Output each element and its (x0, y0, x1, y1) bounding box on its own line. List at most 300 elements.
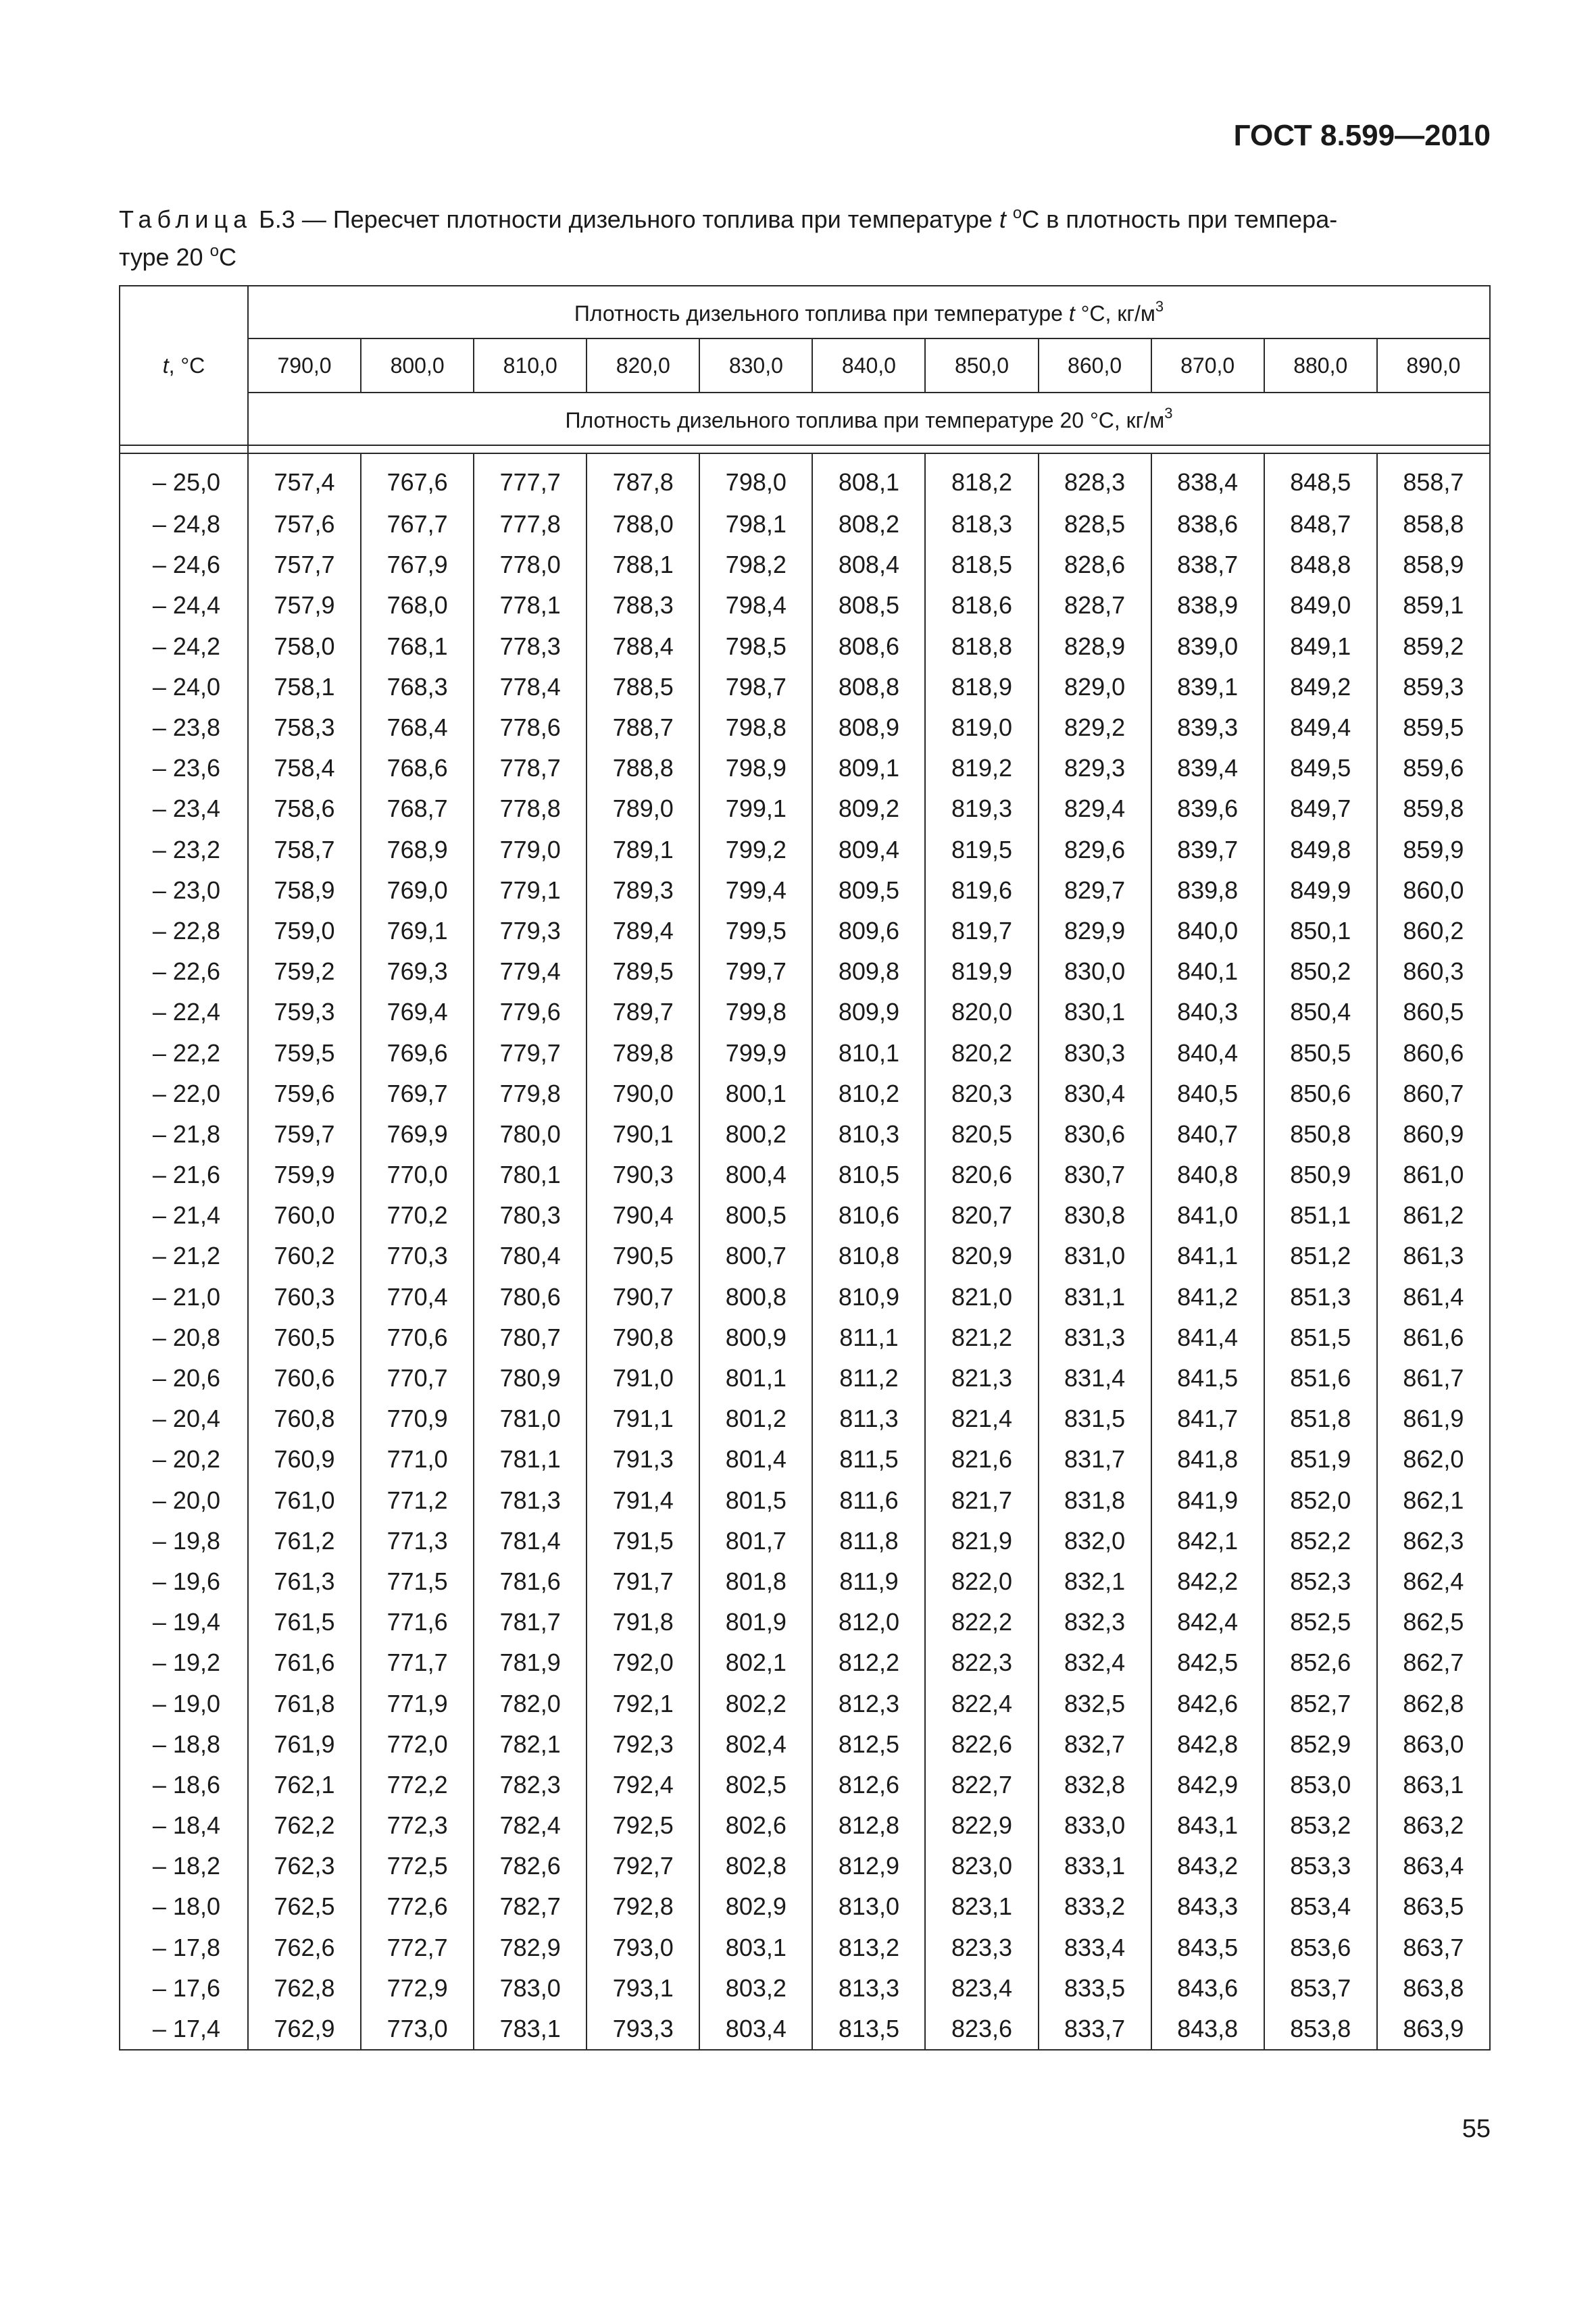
density-cell: 831,5 (1039, 1399, 1151, 1439)
density-cell: 769,4 (361, 992, 474, 1032)
density-cell: 758,7 (248, 830, 361, 870)
density-cell: 770,4 (361, 1277, 474, 1317)
density-cell: 781,1 (474, 1439, 587, 1480)
density-cell: 848,5 (1264, 453, 1377, 504)
density-cell: 841,4 (1151, 1317, 1264, 1358)
density-cell: 859,6 (1377, 748, 1490, 788)
density-cell: 863,1 (1377, 1765, 1490, 1805)
caption-text-3: туре 20 (119, 243, 210, 271)
table-row (120, 1074, 1490, 1114)
density-cell: 798,8 (699, 707, 812, 748)
table-row (120, 1521, 1490, 1561)
density-cell: 829,0 (1039, 667, 1151, 707)
density-cell: 801,1 (699, 1358, 812, 1399)
density-cell: 819,9 (925, 951, 1038, 992)
density-cell: 853,6 (1264, 1928, 1377, 1968)
density-cell: 782,6 (474, 1846, 587, 1886)
density-cell: 793,3 (587, 2009, 699, 2050)
temperature-cell: – 23,8 (120, 707, 248, 748)
density-cell: 809,9 (812, 992, 925, 1032)
density-cell: 800,9 (699, 1317, 812, 1358)
density-cell: 821,0 (925, 1277, 1038, 1317)
caption-degree-2: о (209, 242, 219, 260)
density-cell: 859,1 (1377, 585, 1490, 626)
density-cell: 798,2 (699, 545, 812, 585)
density-cell: 832,1 (1039, 1561, 1151, 1602)
density-cell: 767,6 (361, 453, 474, 504)
density-cell: 780,7 (474, 1317, 587, 1358)
density-cell: 811,2 (812, 1358, 925, 1399)
density-cell: 809,1 (812, 748, 925, 788)
density-cell: 772,7 (361, 1928, 474, 1968)
density-cell: 803,2 (699, 1968, 812, 2009)
density-cell: 821,2 (925, 1317, 1038, 1358)
density-cell: 769,6 (361, 1032, 474, 1073)
density-cell: 851,9 (1264, 1439, 1377, 1480)
density-cell: 800,1 (699, 1074, 812, 1114)
density-cell: 779,7 (474, 1032, 587, 1073)
density-cell: 853,2 (1264, 1805, 1377, 1846)
density-cell: 859,9 (1377, 830, 1490, 870)
temperature-cell: – 20,6 (120, 1358, 248, 1399)
temperature-cell: – 23,0 (120, 870, 248, 911)
density-cell: 832,3 (1039, 1602, 1151, 1642)
density-cell: 758,4 (248, 748, 361, 788)
density-cell: 772,2 (361, 1765, 474, 1805)
density-cell: 781,7 (474, 1602, 587, 1642)
table-row (120, 453, 1490, 504)
density-cell: 858,8 (1377, 504, 1490, 545)
density-cell: 799,1 (699, 788, 812, 829)
temperature-cell: – 23,4 (120, 788, 248, 829)
caption-text-4: С (218, 243, 236, 271)
density-cell: 811,1 (812, 1317, 925, 1358)
density-cell: 798,9 (699, 748, 812, 788)
density-cell: 793,1 (587, 1968, 699, 2009)
temperature-cell: – 17,8 (120, 1928, 248, 1968)
density-cell: 759,3 (248, 992, 361, 1032)
density-column-header: 830,0 (699, 338, 812, 393)
density-cell: 829,4 (1039, 788, 1151, 829)
density-cell: 822,4 (925, 1683, 1038, 1724)
density-cell: 843,3 (1151, 1886, 1264, 1927)
density-cell: 843,8 (1151, 2009, 1264, 2050)
density-cell: 781,0 (474, 1399, 587, 1439)
caption-degree-1: о (1012, 204, 1022, 222)
density-cell: 771,6 (361, 1602, 474, 1642)
density-at-t-header: Плотность дизельного топлива при температуре t °С, $кг/м^3$ (248, 286, 1490, 338)
temperature-cell: – 21,6 (120, 1155, 248, 1195)
temperature-cell: – 21,0 (120, 1277, 248, 1317)
density-cell: 759,2 (248, 951, 361, 992)
density-cell: 821,6 (925, 1439, 1038, 1480)
density-cell: 772,6 (361, 1886, 474, 1927)
table-row (120, 1846, 1490, 1886)
density-cell: 862,3 (1377, 1521, 1490, 1561)
density-cell: 821,3 (925, 1358, 1038, 1399)
density-cell: 858,9 (1377, 545, 1490, 585)
density-cell: 782,4 (474, 1805, 587, 1846)
density-cell: 839,0 (1151, 626, 1264, 667)
density-cell: 853,7 (1264, 1968, 1377, 2009)
density-cell: 770,7 (361, 1358, 474, 1399)
density-cell: 861,2 (1377, 1195, 1490, 1236)
density-cell: 760,3 (248, 1277, 361, 1317)
table-row (120, 1317, 1490, 1358)
density-cell: 757,4 (248, 453, 361, 504)
density-cell: 768,7 (361, 788, 474, 829)
density-cell: 833,1 (1039, 1846, 1151, 1886)
density-cell: 840,8 (1151, 1155, 1264, 1195)
density-cell: 863,7 (1377, 1928, 1490, 1968)
density-cell: 771,3 (361, 1521, 474, 1561)
density-cell: 811,5 (812, 1439, 925, 1480)
caption-label: Таблица (119, 205, 253, 233)
density-cell: 767,9 (361, 545, 474, 585)
density-cell: 833,4 (1039, 1928, 1151, 1968)
density-cell: 812,0 (812, 1602, 925, 1642)
table-row (120, 1928, 1490, 1968)
density-cell: 842,2 (1151, 1561, 1264, 1602)
density-cell: 802,8 (699, 1846, 812, 1886)
density-cell: 840,3 (1151, 992, 1264, 1032)
density-cell: 818,6 (925, 585, 1038, 626)
density-cell: 820,2 (925, 1032, 1038, 1073)
temperature-cell: – 21,8 (120, 1114, 248, 1155)
density-cell: 787,8 (587, 453, 699, 504)
density-cell: 818,3 (925, 504, 1038, 545)
density-cell: 828,3 (1039, 453, 1151, 504)
density-cell: 848,8 (1264, 545, 1377, 585)
temperature-cell: – 18,6 (120, 1765, 248, 1805)
table-row (120, 1439, 1490, 1480)
density-cell: 830,7 (1039, 1155, 1151, 1195)
density-cell: 771,5 (361, 1561, 474, 1602)
density-cell: 808,5 (812, 585, 925, 626)
density-cell: 782,3 (474, 1765, 587, 1805)
density-cell: 820,3 (925, 1074, 1038, 1114)
density-cell: 758,6 (248, 788, 361, 829)
table-row (120, 1480, 1490, 1521)
density-cell: 840,5 (1151, 1074, 1264, 1114)
density-cell: 779,8 (474, 1074, 587, 1114)
density-cell: 813,5 (812, 2009, 925, 2050)
density-cell: 831,3 (1039, 1317, 1151, 1358)
density-cell: 851,6 (1264, 1358, 1377, 1399)
density-cell: 838,6 (1151, 504, 1264, 545)
table-row (120, 626, 1490, 667)
table-row (120, 788, 1490, 829)
density-cell: 863,2 (1377, 1805, 1490, 1846)
density-cell: 762,1 (248, 1765, 361, 1805)
density-cell: 842,4 (1151, 1602, 1264, 1642)
density-cell: 841,0 (1151, 1195, 1264, 1236)
density-cell: 761,6 (248, 1642, 361, 1683)
density-cell: 829,3 (1039, 748, 1151, 788)
density-cell: 830,3 (1039, 1032, 1151, 1073)
density-cell: 800,4 (699, 1155, 812, 1195)
density-cell: 860,3 (1377, 951, 1490, 992)
density-cell: 859,5 (1377, 707, 1490, 748)
density-cell: 799,9 (699, 1032, 812, 1073)
density-table-wrapper (119, 285, 1491, 2051)
density-cell: 850,9 (1264, 1155, 1377, 1195)
density-cell: 791,4 (587, 1480, 699, 1521)
density-cell: 790,5 (587, 1236, 699, 1276)
density-cell: 822,3 (925, 1642, 1038, 1683)
density-cell: 771,2 (361, 1480, 474, 1521)
density-cell: 822,2 (925, 1602, 1038, 1642)
density-cell: 838,4 (1151, 453, 1264, 504)
temperature-cell: – 17,6 (120, 1968, 248, 2009)
density-cell: 810,2 (812, 1074, 925, 1114)
density-cell: 813,0 (812, 1886, 925, 1927)
density-cell: 798,0 (699, 453, 812, 504)
temperature-cell: – 24,0 (120, 667, 248, 707)
density-cell: 832,8 (1039, 1765, 1151, 1805)
table-row (120, 1765, 1490, 1805)
density-cell: 789,5 (587, 951, 699, 992)
density-cell: 821,4 (925, 1399, 1038, 1439)
temperature-cell: – 20,2 (120, 1439, 248, 1480)
table-row (120, 1968, 1490, 2009)
density-cell: 768,9 (361, 830, 474, 870)
density-cell: 859,8 (1377, 788, 1490, 829)
density-cell: 762,8 (248, 1968, 361, 2009)
density-cell: 849,4 (1264, 707, 1377, 748)
density-cell: 820,7 (925, 1195, 1038, 1236)
density-cell: 839,8 (1151, 870, 1264, 911)
density-cell: 780,9 (474, 1358, 587, 1399)
density-cell: 819,5 (925, 830, 1038, 870)
density-cell: 778,6 (474, 707, 587, 748)
density-cell: 820,0 (925, 992, 1038, 1032)
density-cell: 783,1 (474, 2009, 587, 2050)
table-row (120, 1277, 1490, 1317)
temperature-cell: – 22,0 (120, 1074, 248, 1114)
density-cell: 789,8 (587, 1032, 699, 1073)
density-cell: 761,9 (248, 1724, 361, 1765)
density-cell: 801,9 (699, 1602, 812, 1642)
density-cell: 851,2 (1264, 1236, 1377, 1276)
density-cell: 779,1 (474, 870, 587, 911)
density-cell: 831,8 (1039, 1480, 1151, 1521)
density-cell: 761,3 (248, 1561, 361, 1602)
density-cell: 810,1 (812, 1032, 925, 1073)
density-cell: 762,2 (248, 1805, 361, 1846)
density-cell: 770,9 (361, 1399, 474, 1439)
density-column-header: 880,0 (1264, 338, 1377, 393)
density-cell: 801,7 (699, 1521, 812, 1561)
density-cell: 778,0 (474, 545, 587, 585)
density-cell: 769,0 (361, 870, 474, 911)
density-cell: 790,7 (587, 1277, 699, 1317)
density-cell: 862,1 (1377, 1480, 1490, 1521)
density-cell: 862,4 (1377, 1561, 1490, 1602)
density-cell: 809,2 (812, 788, 925, 829)
density-cell: 852,5 (1264, 1602, 1377, 1642)
density-cell: 820,9 (925, 1236, 1038, 1276)
density-cell: 848,7 (1264, 504, 1377, 545)
table-row (120, 911, 1490, 951)
density-cell: 853,3 (1264, 1846, 1377, 1886)
density-cell: 862,5 (1377, 1602, 1490, 1642)
density-cell: 822,9 (925, 1805, 1038, 1846)
density-cell: 843,1 (1151, 1805, 1264, 1846)
density-cell: 830,4 (1039, 1074, 1151, 1114)
density-cell: 768,4 (361, 707, 474, 748)
density-cell: 802,9 (699, 1886, 812, 1927)
density-cell: 840,1 (1151, 951, 1264, 992)
density-cell: 852,9 (1264, 1724, 1377, 1765)
density-cell: 778,1 (474, 585, 587, 626)
density-cell: 792,8 (587, 1886, 699, 1927)
table-row (120, 748, 1490, 788)
density-cell: 859,3 (1377, 667, 1490, 707)
density-cell: 777,8 (474, 504, 587, 545)
density-cell: 841,2 (1151, 1277, 1264, 1317)
density-cell: 811,8 (812, 1521, 925, 1561)
table-row (120, 1114, 1490, 1155)
density-cell: 783,0 (474, 1968, 587, 2009)
density-cell: 850,8 (1264, 1114, 1377, 1155)
density-cell: 768,6 (361, 748, 474, 788)
density-cell: 862,7 (1377, 1642, 1490, 1683)
density-cell: 811,6 (812, 1480, 925, 1521)
density-cell: 812,2 (812, 1642, 925, 1683)
density-table-body (120, 453, 1490, 2050)
density-column-header: 800,0 (361, 338, 474, 393)
density-cell: 769,1 (361, 911, 474, 951)
density-cell: 762,9 (248, 2009, 361, 2050)
density-cell: 771,0 (361, 1439, 474, 1480)
temperature-cell: – 20,4 (120, 1399, 248, 1439)
density-cell: 851,8 (1264, 1399, 1377, 1439)
density-cell: 757,7 (248, 545, 361, 585)
density-cell: 808,2 (812, 504, 925, 545)
density-cell: 861,3 (1377, 1236, 1490, 1276)
density-conversion-table (119, 285, 1491, 2051)
density-cell: 779,3 (474, 911, 587, 951)
density-cell: 798,4 (699, 585, 812, 626)
density-cell: 820,6 (925, 1155, 1038, 1195)
density-cell: 779,6 (474, 992, 587, 1032)
density-cell: 850,6 (1264, 1074, 1377, 1114)
density-cell: 779,4 (474, 951, 587, 992)
density-cell: 769,7 (361, 1074, 474, 1114)
density-cell: 792,5 (587, 1805, 699, 1846)
density-cell: 833,7 (1039, 2009, 1151, 2050)
density-cell: 761,5 (248, 1602, 361, 1642)
density-cell: 778,8 (474, 788, 587, 829)
density-cell: 863,8 (1377, 1968, 1490, 2009)
density-cell: 802,2 (699, 1683, 812, 1724)
density-cell: 838,9 (1151, 585, 1264, 626)
density-cell: 810,5 (812, 1155, 925, 1195)
density-column-header: 850,0 (925, 338, 1038, 393)
caption-number: Б.3 (259, 205, 295, 233)
table-row (120, 1724, 1490, 1765)
temperature-cell: – 24,2 (120, 626, 248, 667)
density-cell: 793,0 (587, 1928, 699, 1968)
density-cell: 840,4 (1151, 1032, 1264, 1073)
density-cell: 841,1 (1151, 1236, 1264, 1276)
density-cell: 859,2 (1377, 626, 1490, 667)
density-cell: 761,2 (248, 1521, 361, 1561)
density-cell: 840,7 (1151, 1114, 1264, 1155)
density-cell: 778,3 (474, 626, 587, 667)
temperature-cell: – 20,0 (120, 1480, 248, 1521)
density-cell: 788,8 (587, 748, 699, 788)
density-cell: 760,6 (248, 1358, 361, 1399)
temperature-cell: – 24,4 (120, 585, 248, 626)
density-cell: 852,2 (1264, 1521, 1377, 1561)
density-cell: 809,4 (812, 830, 925, 870)
density-cell: 850,5 (1264, 1032, 1377, 1073)
density-cell: 829,7 (1039, 870, 1151, 911)
density-cell: 853,0 (1264, 1765, 1377, 1805)
density-column-header: 810,0 (474, 338, 587, 393)
density-cell: 769,3 (361, 951, 474, 992)
density-cell: 758,9 (248, 870, 361, 911)
density-cell: 772,9 (361, 1968, 474, 2009)
density-cell: 860,9 (1377, 1114, 1490, 1155)
density-cell: 828,7 (1039, 585, 1151, 626)
density-cell: 842,5 (1151, 1642, 1264, 1683)
density-cell: 809,8 (812, 951, 925, 992)
density-cell: 790,4 (587, 1195, 699, 1236)
density-cell: 780,0 (474, 1114, 587, 1155)
density-cell: 788,1 (587, 545, 699, 585)
table-row (120, 1358, 1490, 1399)
density-cell: 829,9 (1039, 911, 1151, 951)
density-cell: 830,1 (1039, 992, 1151, 1032)
density-cell: 778,4 (474, 667, 587, 707)
density-cell: 823,6 (925, 2009, 1038, 2050)
density-cell: 861,7 (1377, 1358, 1490, 1399)
table-row (120, 1602, 1490, 1642)
density-cell: 860,2 (1377, 911, 1490, 951)
density-cell: 813,3 (812, 1968, 925, 2009)
temperature-cell: – 22,8 (120, 911, 248, 951)
density-cell: 762,3 (248, 1846, 361, 1886)
density-cell: 791,7 (587, 1561, 699, 1602)
density-cell: 822,7 (925, 1765, 1038, 1805)
page-number: 55 (1462, 2115, 1491, 2143)
density-column-header: 870,0 (1151, 338, 1264, 393)
temperature-cell: – 22,4 (120, 992, 248, 1032)
density-cell: 790,3 (587, 1155, 699, 1195)
density-cell: 852,7 (1264, 1683, 1377, 1724)
density-cell: 831,1 (1039, 1277, 1151, 1317)
density-cell: 823,4 (925, 1968, 1038, 2009)
density-cell: 861,9 (1377, 1399, 1490, 1439)
density-cell: 802,6 (699, 1805, 812, 1846)
density-cell: 781,3 (474, 1480, 587, 1521)
density-cell: 792,0 (587, 1642, 699, 1683)
density-cell: 761,0 (248, 1480, 361, 1521)
density-cell: 788,0 (587, 504, 699, 545)
table-row (120, 707, 1490, 748)
density-cell: 842,8 (1151, 1724, 1264, 1765)
caption-text-2: С в плотность при темпера- (1022, 205, 1338, 233)
density-cell: 799,5 (699, 911, 812, 951)
temperature-cell: – 19,2 (120, 1642, 248, 1683)
density-cell: 843,2 (1151, 1846, 1264, 1886)
density-cell: 838,7 (1151, 545, 1264, 585)
density-cell: 849,1 (1264, 626, 1377, 667)
density-cell: 860,7 (1377, 1074, 1490, 1114)
